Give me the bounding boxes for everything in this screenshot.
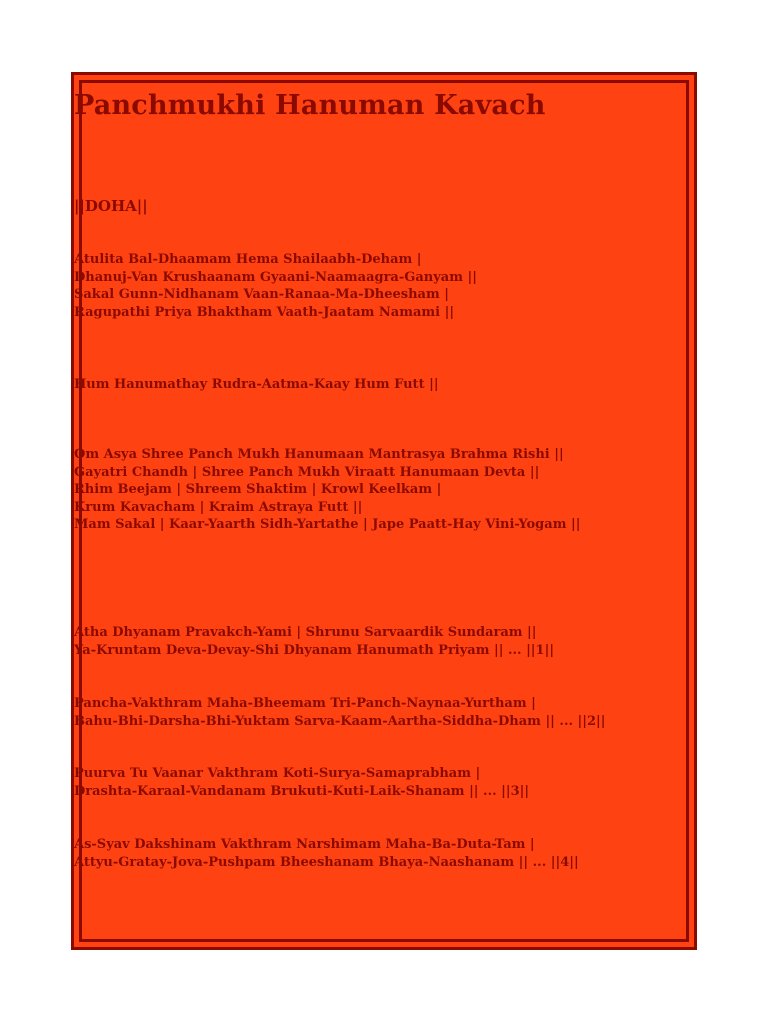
kavach-page-frame [71, 72, 697, 950]
verse-line: Dhanuj-Van Krushaanam Gyaani-Naamaagra-Ganyam || [74, 269, 477, 285]
verse-line: Puurva Tu Vaanar Vakthram Koti-Surya-Samaprabham | [74, 766, 481, 781]
stanza-4 [74, 624, 694, 659]
stanza-5 [74, 695, 694, 730]
verse-line: Bahu-Bhi-Darsha-Bhi-Yuktam Sarva-Kaam-Aartha-Siddha-Dham || ... ||2|| [74, 713, 606, 729]
stanza-7 [74, 836, 694, 871]
verse-line: Attyu-Gratay-Jova-Pushpam Bheeshanam Bhaya-Naashanam || ... ||4|| [74, 854, 579, 870]
verse-line: Drashta-Karaal-Vandanam Brukuti-Kuti-Laik-Shanam || ... ||3|| [74, 783, 530, 799]
verse-line: Pancha-Vakthram Maha-Bheemam Tri-Panch-Naynaa-Yurtham | [74, 696, 536, 711]
verse-line: Mam Sakal | Kaar-Yaarth Sidh-Yartathe | Jape Paatt-Hay Vini-Yogam || [74, 517, 581, 533]
verse-line: Ya-Kruntam Deva-Devay-Shi Dhyanam Hanumath Priyam || ... ||1|| [74, 642, 555, 658]
stanza-1 [74, 251, 694, 321]
verse-line: Gayatri Chandh | Shree Panch Mukh Viraatt Hanumaan Devta || [74, 464, 540, 480]
stanza-2 [74, 376, 694, 394]
verse-line: Atha Dhyanam Pravakch-Yami | Shrunu Sarvaardik Sundaram || [74, 625, 537, 640]
doha-heading: ||DOHA|| [74, 197, 148, 215]
stanza-3 [74, 446, 694, 534]
verse-line: As-Syav Dakshinam Vakthram Narshimam Maha-Ba-Duta-Tam | [74, 837, 535, 852]
stanza-6 [74, 765, 694, 800]
verse-line: Rhim Beejam | Shreem Shaktim | Krowl Keelkam | [74, 482, 442, 498]
verse-line: Om Asya Shree Panch Mukh Hanumaan Mantrasya Brahma Rishi || [74, 447, 564, 462]
page-title: Panchmukhi Hanuman Kavach [74, 90, 546, 121]
verse-line: Krum Kavacham | Kraim Astraya Futt || [74, 499, 363, 515]
verse-line: Atulita Bal-Dhaamam Hema Shailaabh-Deham | [74, 252, 422, 267]
verse-line: Hum Hanumathay Rudra-Aatma-Kaay Hum Futt || [74, 377, 439, 392]
verse-line: Ragupathi Priya Bhaktham Vaath-Jaatam Namami || [74, 304, 455, 320]
verse-line: Sakal Gunn-Nidhanam Vaan-Ranaa-Ma-Dheesham | [74, 287, 449, 303]
